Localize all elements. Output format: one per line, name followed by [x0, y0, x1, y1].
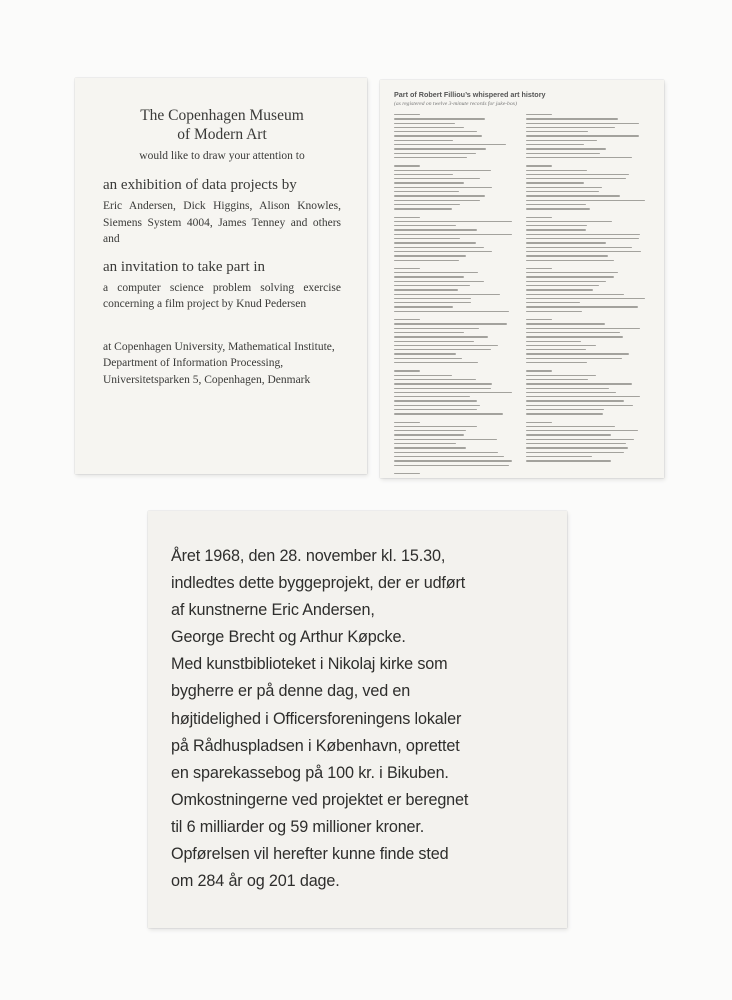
fine-print-line	[526, 422, 552, 423]
fine-print-line	[526, 392, 616, 393]
fine-print-line	[394, 153, 476, 154]
fine-print-line	[526, 118, 618, 119]
fine-print-line	[526, 247, 632, 248]
fine-print-line	[394, 225, 456, 226]
fine-print-line	[526, 375, 596, 376]
fine-print-line	[394, 255, 466, 256]
fine-print-line	[394, 195, 485, 196]
fine-print-line	[526, 379, 588, 380]
fine-print-line	[394, 422, 420, 423]
fine-print-line	[526, 460, 611, 461]
fine-print-line	[394, 345, 498, 346]
fine-print-line	[394, 383, 492, 384]
fine-print-line	[394, 456, 504, 457]
fine-print-line	[394, 140, 453, 141]
invitation-text: a computer science problem solving exercise concerning a film project by Knud Pedersen	[103, 281, 341, 310]
exhibition-artists: Eric Andersen, Dick Higgins, Alison Knowles, Siemens System 4004, James Tenney and others and	[103, 200, 341, 245]
fine-print-line	[394, 392, 512, 393]
fine-print-line	[526, 276, 614, 277]
fine-print-line	[526, 306, 638, 307]
fine-print-line	[394, 311, 509, 312]
fine-print-line	[394, 341, 474, 342]
exhibition-heading: an exhibition of data projects by	[103, 177, 297, 193]
fine-print-line	[394, 298, 471, 299]
fine-print-line	[526, 311, 582, 312]
address-text: at Copenhagen University, Mathematical Institute, Department of Information Processing, Universitetsparken 5, Copenhagen, Denmark	[103, 340, 335, 386]
fine-print-line	[394, 208, 452, 209]
fine-print-line	[394, 242, 476, 243]
fine-print-line	[526, 447, 628, 448]
fine-print-line	[394, 430, 466, 431]
museum-title-line-1: The Copenhagen Museum	[140, 107, 304, 124]
fine-print-line	[526, 268, 552, 269]
fine-print-line	[526, 191, 599, 192]
fine-print-line	[526, 217, 552, 218]
fine-print-line	[394, 127, 464, 128]
fine-print-line	[526, 157, 632, 158]
fine-print-line	[394, 349, 491, 350]
text-line: om 284 år og 201 dage.	[171, 872, 340, 891]
fine-print-line	[394, 276, 464, 277]
fine-print-line	[394, 123, 455, 124]
fine-print-line	[394, 370, 420, 371]
fine-print-line	[526, 281, 606, 282]
fine-print-line	[394, 460, 512, 461]
fine-print-line	[394, 182, 464, 183]
fine-print-line	[526, 187, 602, 188]
fine-print-line	[526, 353, 629, 354]
fine-print-line	[394, 473, 420, 474]
fine-print-line	[526, 409, 604, 410]
fine-print-line	[394, 221, 512, 222]
fine-print-column-left	[394, 114, 514, 477]
fine-print-line	[526, 195, 620, 196]
fine-print-line	[526, 234, 640, 235]
fine-print-line	[526, 388, 609, 389]
fine-print-line	[526, 298, 645, 299]
fine-print-line	[394, 388, 491, 389]
danish-text-block	[171, 543, 567, 895]
fine-print-line	[526, 165, 552, 166]
fine-print-line	[394, 251, 492, 252]
fine-print-line	[394, 200, 480, 201]
fine-print-line	[394, 131, 477, 132]
fine-print-line	[394, 285, 470, 286]
fine-print-line	[394, 447, 466, 448]
fine-print-line	[526, 242, 606, 243]
fine-print-line	[526, 140, 597, 141]
fine-print-line	[526, 323, 605, 324]
fine-print-line	[526, 200, 645, 201]
fine-print-line	[394, 400, 477, 401]
whispered-history-subtitle: (as registered on twelve 3-minute records for juke-box)	[394, 101, 517, 107]
fine-print-line	[394, 204, 460, 205]
fine-print-line	[394, 443, 456, 444]
fine-print-line	[526, 430, 638, 431]
fine-print-line	[394, 217, 420, 218]
fine-print-line	[394, 229, 477, 230]
fine-print-line	[394, 118, 485, 119]
fine-print-line	[526, 272, 618, 273]
fine-print-line	[526, 400, 624, 401]
fine-print-line	[526, 362, 587, 363]
fine-print-line	[526, 255, 608, 256]
fine-print-line	[526, 225, 587, 226]
fine-print-line	[526, 328, 640, 329]
fine-print-line	[394, 148, 486, 149]
fine-print-line	[526, 208, 590, 209]
fine-print-line	[394, 405, 480, 406]
fine-print-line	[526, 294, 624, 295]
text-line: Opførelsen vil herefter kunne finde sted	[171, 845, 449, 864]
fine-print-line	[394, 336, 488, 337]
fine-print-line	[394, 260, 459, 261]
fine-print-line	[526, 178, 626, 179]
fine-print-line	[526, 341, 581, 342]
text-line: Omkostningerne ved projektet er beregnet	[171, 790, 469, 809]
fine-print-line	[526, 443, 626, 444]
fine-print-line	[526, 204, 586, 205]
fine-print-line	[394, 319, 420, 320]
fine-print-line	[394, 178, 480, 179]
fine-print-line	[394, 281, 484, 282]
fine-print-line	[526, 358, 622, 359]
fine-print-line	[526, 302, 580, 303]
fine-print-line	[526, 345, 596, 346]
fine-print-line	[394, 434, 464, 435]
fine-print-line	[394, 302, 471, 303]
fine-print-line	[394, 268, 420, 269]
building-project-card	[148, 511, 567, 928]
whispered-art-history-card	[380, 80, 664, 478]
fine-print-line	[526, 370, 552, 371]
fine-print-line	[394, 358, 462, 359]
text-line: af kunstnerne Eric Andersen,	[171, 601, 375, 620]
fine-print-line	[394, 413, 503, 414]
fine-print-line	[526, 405, 633, 406]
fine-print-line	[394, 328, 479, 329]
fine-print-line	[394, 323, 507, 324]
text-line: højtidelighed i Officersforeningens lokaler	[171, 709, 462, 728]
text-line: til 6 milliarder og 59 millioner kroner.	[171, 817, 425, 836]
text-line: George Brecht og Arthur Køpcke.	[171, 628, 406, 647]
text-line: en sparekassebog på 100 kr. i Bikuben.	[171, 763, 449, 782]
fine-print-line	[394, 294, 500, 295]
fine-print-line	[526, 413, 603, 414]
fine-print-line	[526, 426, 615, 427]
text-line: bygherre er på denne dag, ved en	[171, 682, 411, 701]
invitation-heading: an invitation to take part in	[103, 258, 266, 275]
fine-print-line	[526, 452, 624, 453]
fine-print-line	[526, 396, 640, 397]
fine-print-line	[526, 135, 639, 136]
fine-print-line	[394, 306, 453, 307]
museum-announcement-card	[75, 78, 367, 474]
fine-print-line	[526, 123, 639, 124]
fine-print-line	[526, 114, 552, 115]
fine-print-line	[526, 383, 632, 384]
fine-print-line	[394, 114, 420, 115]
fine-print-line	[526, 170, 587, 171]
fine-print-line	[526, 182, 584, 183]
fine-print-line	[526, 456, 592, 457]
fine-print-line	[394, 426, 477, 427]
fine-print-line	[526, 434, 611, 435]
fine-print-line	[526, 260, 614, 261]
fine-print-line	[526, 153, 600, 154]
fine-print-line	[394, 234, 512, 235]
text-line: på Rådhuspladsen i København, oprettet	[171, 736, 460, 755]
text-line: Året 1968, den 28. november kl. 15.30,	[171, 547, 446, 565]
fine-print-line	[394, 332, 464, 333]
fine-print-line	[526, 319, 552, 320]
fine-print-line	[526, 439, 634, 440]
fine-print-line	[526, 148, 606, 149]
text-line: indledtes dette byggeprojekt, der er udført	[171, 574, 466, 593]
fine-print-line	[394, 289, 458, 290]
lead-text: would like to draw your attention to	[139, 150, 305, 162]
fine-print-line	[526, 238, 639, 239]
fine-print-line	[394, 144, 506, 145]
fine-print-line	[394, 409, 477, 410]
fine-print-line	[526, 336, 623, 337]
fine-print-line	[394, 375, 452, 376]
fine-print-line	[394, 187, 492, 188]
fine-print-line	[526, 174, 629, 175]
fine-print-line	[394, 135, 482, 136]
fine-print-line	[394, 165, 420, 166]
fine-print-line	[394, 191, 459, 192]
fine-print-line	[394, 157, 467, 158]
fine-print-line	[394, 353, 456, 354]
fine-print-line	[394, 379, 476, 380]
fine-print-line	[526, 229, 586, 230]
fine-print-line	[526, 285, 599, 286]
fine-print-line	[526, 332, 620, 333]
fine-print-line	[526, 289, 593, 290]
fine-print-line	[394, 396, 470, 397]
text-line: Med kunstbiblioteket i Nikolaj kirke som	[171, 655, 448, 674]
museum-title-line-2: of Modern Art	[177, 126, 267, 143]
fine-print-line	[526, 127, 615, 128]
fine-print-line	[394, 452, 498, 453]
fine-print-line	[526, 144, 584, 145]
fine-print-line	[526, 131, 588, 132]
fine-print-line	[394, 272, 478, 273]
fine-print-line	[526, 251, 641, 252]
fine-print-line	[394, 238, 460, 239]
fine-print-line	[394, 439, 497, 440]
whispered-history-title: Part of Robert Filliou’s whispered art history	[394, 90, 546, 99]
fine-print-line	[394, 247, 484, 248]
fine-print-column-right	[526, 114, 646, 465]
fine-print-line	[394, 174, 453, 175]
fine-print-line	[526, 221, 612, 222]
fine-print-line	[526, 349, 586, 350]
fine-print-line	[394, 170, 491, 171]
fine-print-line	[394, 465, 509, 466]
fine-print-line	[394, 362, 478, 363]
